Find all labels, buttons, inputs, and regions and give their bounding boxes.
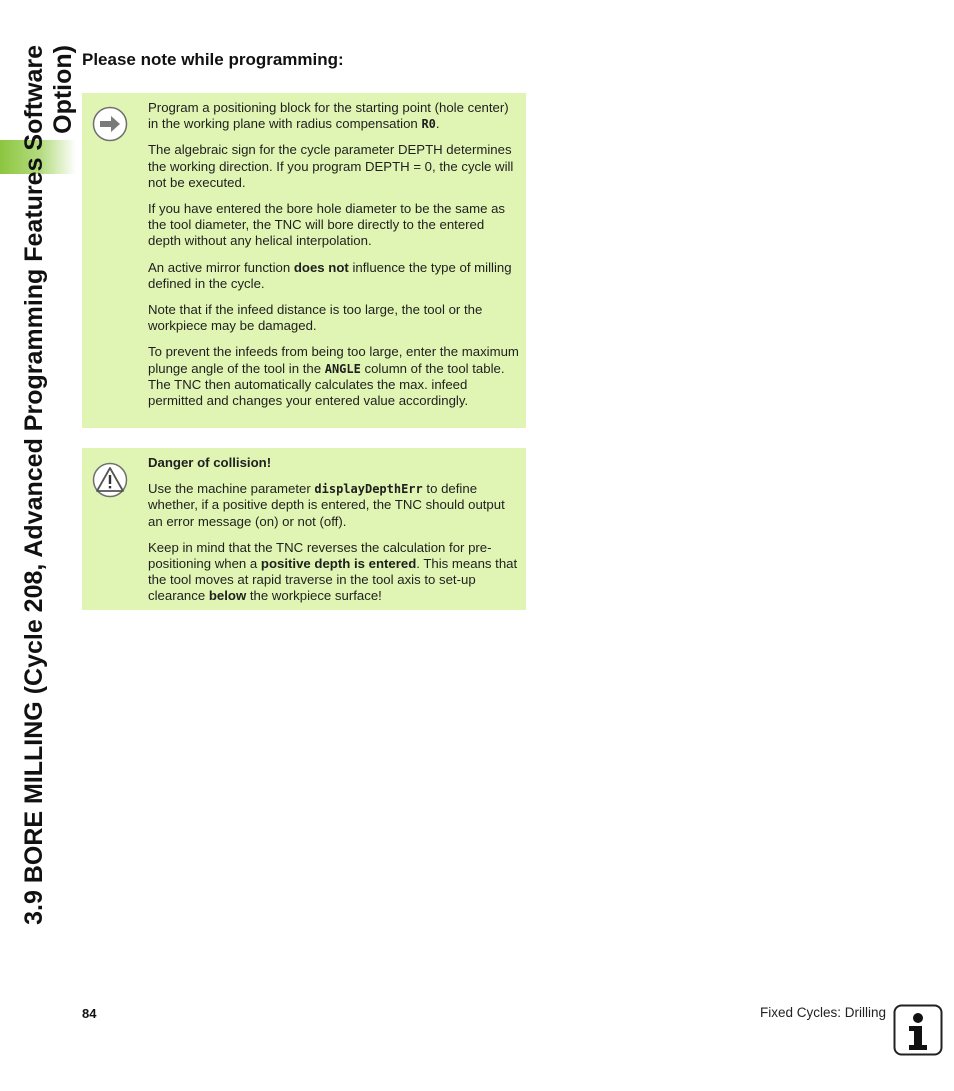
code-r0: R0	[421, 117, 436, 132]
code-display-depth-err: displayDepthErr	[314, 482, 423, 497]
warning-icon	[92, 462, 128, 498]
warning-paragraph-1: Use the machine parameter displayDepthErr to define whether, if a positive depth is entered, the TNC should output an error message (on) or not (off).	[148, 481, 505, 529]
warning-paragraph-2: Keep in mind that the TNC reverses the calculation for pre-positioning when a positive depth is entered. This means that the tool moves at rapid traverse in the tool axis to set-up clearance below the workpiece surface!	[148, 539, 518, 604]
info-paragraph-1: Program a positioning block for the starting point (hole center) in the working plane with radius compensation R0.	[148, 100, 509, 132]
side-title-line-1: 3.9 BORE MILLING (Cycle 208, Advanced Programming Features Software	[20, 45, 48, 925]
side-title-line-2: Option)	[49, 45, 77, 134]
section-heading: Please note while programming:	[82, 50, 344, 69]
side-chapter-title	[20, 45, 78, 945]
info-paragraph-4: An active mirror function does not influence the type of milling defined in the cycle.	[148, 259, 512, 291]
warning-note-text	[148, 455, 520, 615]
info-paragraph-5: Note that if the infeed distance is too large, the tool or the workpiece may be damaged.	[148, 302, 483, 334]
info-paragraph-2: The algebraic sign for the cycle parameter DEPTH determines the working direction. If you program DEPTH = 0, the cycle will not be executed.	[148, 142, 514, 190]
warning-title: Danger of collision!	[148, 455, 272, 470]
info-note-box	[82, 93, 526, 428]
arrow-right-icon	[92, 106, 128, 142]
info-paragraph-3: If you have entered the bore hole diameter to be the same as the tool diameter, the TNC will bore directly to the entered depth without any helical interpolation.	[148, 201, 506, 249]
info-paragraph-6: To prevent the infeeds from being too large, enter the maximum plunge angle of the tool in the ANGLE column of the tool table. The TNC then automatically calculates the max. infeed permitted and changes your entered value accordingly.	[148, 344, 519, 409]
code-angle: ANGLE	[324, 361, 361, 376]
warning-note-box	[82, 448, 526, 610]
info-note-text	[148, 100, 520, 419]
info-icon	[893, 1004, 943, 1056]
footer-chapter-title: Fixed Cycles: Drilling	[759, 1005, 886, 1020]
page-number: 84	[82, 1006, 97, 1021]
